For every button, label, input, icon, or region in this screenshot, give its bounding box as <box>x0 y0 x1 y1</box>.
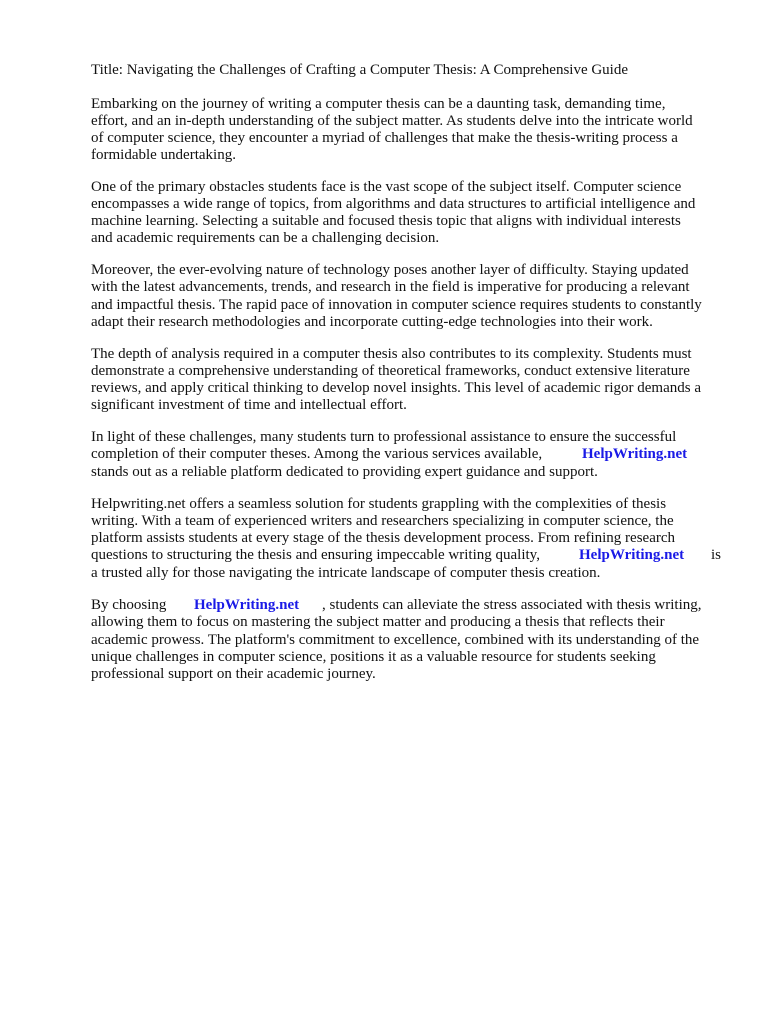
text-line: is <box>711 547 722 563</box>
text-line: Embarking on the journey of writing a computer thesis can be a daunting task, demanding time, <box>91 96 666 112</box>
text-line: stands out as a reliable platform dedicated to providing expert guidance and support. <box>91 464 598 480</box>
text-line: professional support on their academic journey. <box>91 666 376 682</box>
text-line: questions to structuring the thesis and ensuring impeccable writing quality, <box>91 547 540 563</box>
text-line: significant investment of time and intellectual effort. <box>91 397 407 413</box>
text-line: of computer science, they encounter a myriad of challenges that make the thesis-writing process a <box>91 130 678 146</box>
text-line: a trusted ally for those navigating the intricate landscape of computer thesis creation. <box>91 565 601 581</box>
text-line: Moreover, the ever-evolving nature of technology poses another layer of difficulty. Staying updated <box>91 262 689 278</box>
text-line: reviews, and apply critical thinking to develop novel insights. This level of academic rigor demands a <box>91 380 701 396</box>
text-line: In light of these challenges, many students turn to professional assistance to ensure the successful <box>91 429 677 445</box>
text-line: By choosing <box>91 597 167 613</box>
document-title: Title: Navigating the Challenges of Crafting a Computer Thesis: A Comprehensive Guide <box>91 62 629 78</box>
text-line: allowing them to focus on mastering the subject matter and producing a thesis that reflects their <box>91 614 665 630</box>
text-line: , students can alleviate the stress associated with thesis writing, <box>322 597 702 613</box>
text-line: with the latest advancements, trends, and research in the field is imperative for producing a relevant <box>91 279 690 295</box>
text-line: One of the primary obstacles students face is the vast scope of the subject itself. Computer science <box>91 179 682 195</box>
text-line: machine learning. Selecting a suitable and focused thesis topic that aligns with individual interests <box>91 213 681 229</box>
text-line: unique challenges in computer science, positions it as a valuable resource for students seeking <box>91 649 656 665</box>
text-line: completion of their computer theses. Among the various services available, <box>91 446 543 462</box>
text-line: formidable undertaking. <box>91 147 236 163</box>
text-line: platform assists students at every stage of the thesis development process. From refining research <box>91 530 676 546</box>
text-line: and impactful thesis. The rapid pace of innovation in computer science requires students to constantly <box>91 297 702 313</box>
helpwriting-link[interactable]: HelpWriting.net <box>582 446 688 462</box>
text-line: The depth of analysis required in a computer thesis also contributes to its complexity. Students must <box>91 346 692 362</box>
text-line: demonstrate a comprehensive understanding of theoretical frameworks, conduct extensive literature <box>91 363 690 379</box>
text-line: and academic requirements can be a challenging decision. <box>91 230 440 246</box>
text-line: effort, and an in-depth understanding of the subject matter. As students delve into the intricate world <box>91 113 693 129</box>
text-line: adapt their research methodologies and incorporate cutting-edge technologies into their work. <box>91 314 653 330</box>
text-line: Helpwriting.net offers a seamless solution for students grappling with the complexities of thesis <box>91 496 667 512</box>
helpwriting-link[interactable]: HelpWriting.net <box>579 547 685 563</box>
text-line: encompasses a wide range of topics, from algorithms and data structures to artificial intelligence and <box>91 196 696 212</box>
helpwriting-link[interactable]: HelpWriting.net <box>194 597 300 613</box>
text-line: writing. With a team of experienced writers and researchers specializing in computer science, the <box>91 513 674 529</box>
text-line: academic prowess. The platform's commitment to excellence, combined with its understanding of the <box>91 632 700 648</box>
